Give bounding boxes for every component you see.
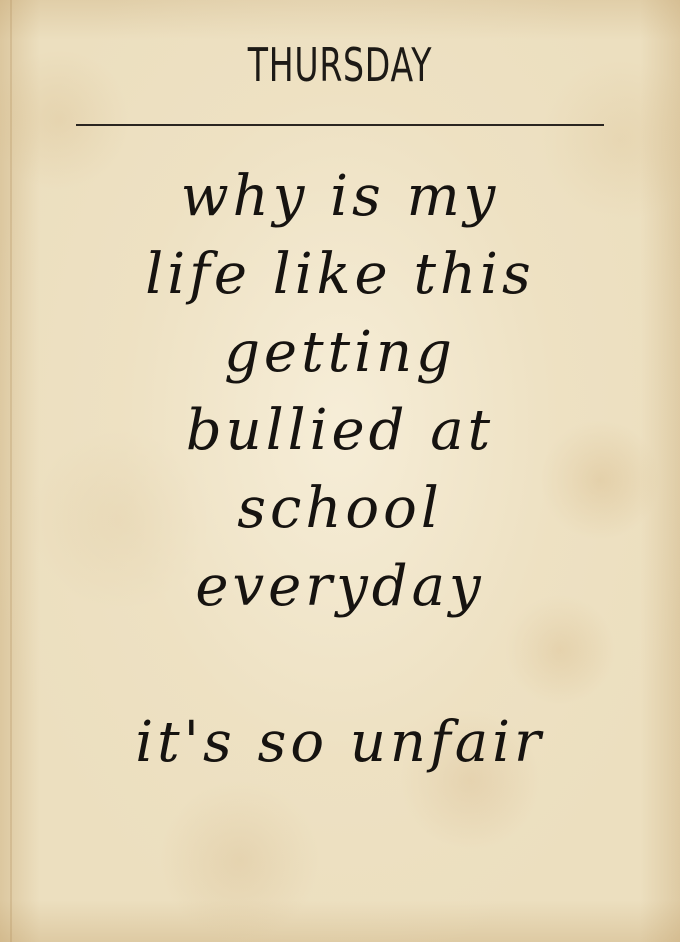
poem-line: school <box>237 476 443 541</box>
poem-line: why is my <box>180 164 500 229</box>
poem-closing-line: it's so unfair <box>135 710 545 775</box>
poem-text <box>0 158 680 782</box>
title-underline <box>76 124 604 126</box>
poem-line: everyday <box>195 554 485 619</box>
page-title: THURSDAY <box>247 38 433 92</box>
poem-line: bullied at <box>185 398 495 463</box>
poem-line: life like this <box>145 242 535 307</box>
stanza-gap <box>0 626 680 704</box>
poem-line: getting <box>224 320 456 385</box>
